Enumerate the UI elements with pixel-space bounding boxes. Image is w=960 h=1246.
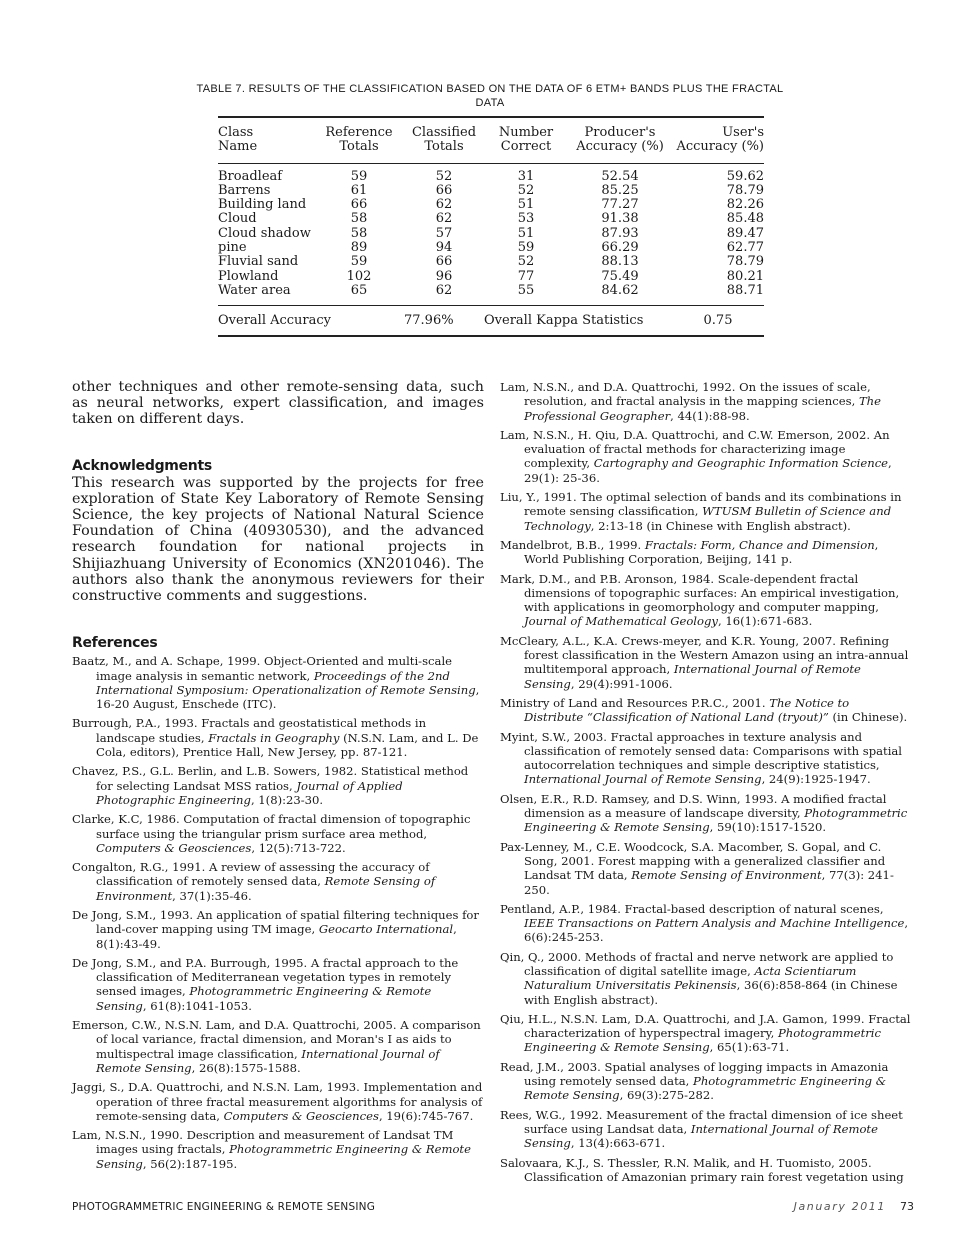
- reference-entry: [72, 860, 484, 903]
- cell-users: 80.21: [726, 268, 764, 284]
- reference-text: , 29(4):991-1006.: [570, 676, 673, 691]
- cell-users: 89.47: [726, 225, 764, 241]
- reference-text: , 56(2):187-195.: [142, 1156, 238, 1171]
- cell-reference: 102: [346, 268, 372, 284]
- cell-users: 78.79: [726, 182, 764, 198]
- reference-source: Photogrammetric Engineering & Remote Sensing: [524, 1026, 881, 1055]
- reference-entry: [72, 1018, 484, 1075]
- reference-text: , 16-20 August, Enschede (ITC).: [96, 682, 480, 712]
- overall-accuracy-label: Overall Accuracy: [218, 313, 332, 329]
- reference-text: , 36(6):858-864 (in Chinese with English abstract).: [524, 978, 898, 1007]
- reference-text: Myint, S.W., 2003. Fractal approaches in texture analysis and classification of remotely sensed data: Comparisons with spatial autocorrelation techniques and simple descriptive statistics,: [500, 729, 903, 773]
- reference-text: Olsen, E.R., R.D. Ramsey, and D.S. Winn, 1993. A modified fractal dimension as a measure of landscape diversity,: [500, 791, 887, 821]
- reference-entry: [72, 956, 484, 1013]
- col-header-producers: Producer's Accuracy (%): [576, 125, 664, 155]
- table-row: [218, 255, 764, 269]
- cell-producers: 84.62: [601, 282, 639, 298]
- reference-text: Mark, D.M., and P.B. Aronson, 1984. Scale-dependent fractal dimensions of topographic surfaces: An empirical investigation, with applications in geomorphology and computer mapping,: [500, 571, 900, 615]
- cell-reference: 58: [350, 211, 368, 227]
- reference-source: The Professional Geographer: [524, 394, 882, 423]
- cell-reference: 89: [350, 240, 368, 256]
- reference-source: WTUSM Bulletin of Science and Technology: [524, 504, 892, 533]
- reference-source: Remote Sensing of Environment: [631, 868, 822, 883]
- references-list-left: [72, 654, 484, 1171]
- cell-correct: 51: [517, 225, 535, 241]
- cell-reference: 65: [350, 282, 368, 298]
- reference-entry: [500, 538, 911, 567]
- footer-journal: PHOTOGRAMMETRIC ENGINEERING & REMOTE SENSING: [72, 1201, 376, 1213]
- table-row: [218, 270, 764, 284]
- reference-entry: [500, 792, 911, 835]
- table-header: [218, 117, 764, 163]
- reference-source: Geocarto International: [318, 922, 454, 937]
- table-footer: [218, 306, 764, 336]
- reference-text: , 24(9):1925-1947.: [761, 772, 871, 787]
- reference-text: , 16(1):671-683.: [717, 614, 813, 629]
- cell-classified: 66: [435, 254, 453, 270]
- cell-producers: 91.38: [601, 211, 639, 227]
- cell-class: Broadleaf: [218, 168, 283, 184]
- reference-entry: [500, 380, 911, 423]
- table-body: [218, 163, 764, 306]
- acknowledgments-heading: Acknowledgments: [72, 457, 212, 474]
- cell-classified: 62: [435, 282, 453, 298]
- reference-entry: [500, 634, 911, 691]
- cell-correct: 77: [517, 268, 535, 284]
- cell-correct: 55: [517, 282, 535, 298]
- reference-text: Liu, Y., 1991. The optimal selection of bands and its combinations in remote sensing classification,: [500, 490, 902, 519]
- reference-source: International Journal of Remote Sensing: [524, 1121, 878, 1151]
- col-header-classified: Classified Totals: [411, 125, 477, 155]
- reference-text: Pax-Lenney, M., C.E. Woodcock, S.A. Macomber, S. Gopal, and C. Song, 2001. Forest mapping with a generalized classifier and Landsat TM data,: [500, 839, 886, 883]
- cell-users: 78.79: [726, 254, 764, 270]
- cell-producers: 88.13: [601, 254, 639, 270]
- reference-entry: [72, 654, 484, 711]
- reference-entry: [72, 1080, 484, 1123]
- footer-month: January 2011: [793, 1200, 886, 1213]
- reference-entry: [72, 764, 484, 807]
- reference-entry: [500, 730, 911, 787]
- cell-class: Barrens: [218, 182, 271, 198]
- reference-entry: [500, 490, 911, 533]
- reference-source: Photogrammetric Engineering & Remote Sensing: [96, 984, 432, 1013]
- reference-text: , 12(5):713-722.: [251, 840, 346, 855]
- col-header-users: User's Accuracy (%): [676, 125, 764, 155]
- references-list-right: [500, 380, 911, 1184]
- results-table: [218, 116, 764, 337]
- reference-source: IEEE Transactions on Pattern Analysis and Machine Intelligence: [524, 916, 905, 931]
- table-caption-line-1: TABLE 7. RESULTS OF THE CLASSIFICATION BASED ON THE DATA OF 6 ETM+ BANDS PLUS THE FRACTAL: [196, 83, 784, 95]
- reference-text: , 6(6):245-253.: [524, 916, 909, 945]
- cell-class: Water area: [218, 282, 291, 298]
- table-row: [218, 198, 764, 212]
- reference-entry: [500, 428, 911, 485]
- reference-text: Qin, Q., 2000. Methods of fractal and nerve network are applied to classification of digital satellite image,: [500, 949, 894, 978]
- reference-text: McCleary, A.L., K.A. Crews-meyer, and K.R. Young, 2007. Refining forest classification in the Western Amazon using an intra-annual multitemporal approach,: [500, 633, 909, 677]
- reference-text: Rees, W.G., 1992. Measurement of the fractal dimension of ice sheet surface using Landsat data,: [500, 1107, 903, 1136]
- cell-class: pine: [218, 240, 247, 256]
- reference-entry: [72, 1128, 484, 1171]
- table-row: [218, 184, 764, 198]
- reference-text: , 13(4):663-671.: [570, 1136, 666, 1151]
- reference-source: Photogrammetric Engineering & Remote Sensing: [524, 806, 908, 835]
- reference-text: Qiu, H.L., N.S.N. Lam, D.A. Quattrochi, and J.A. Gamon, 1999. Fractal characterization of hyperspectral imagery,: [500, 1011, 911, 1041]
- overall-accuracy-value: 77.96%: [404, 313, 454, 329]
- reference-text: , 44(1):88-98.: [670, 408, 750, 423]
- reference-text: Lam, N.S.N., 1990. Description and measurement of Landsat TM images using fractals,: [72, 1128, 454, 1157]
- cell-users: 82.26: [726, 197, 764, 213]
- references-heading: References: [72, 635, 158, 652]
- cell-classified: 96: [435, 268, 453, 284]
- reference-text: Congalton, R.G., 1991. A review of assessing the accuracy of classification of remotely sensed data,: [72, 860, 430, 889]
- cell-users: 85.48: [726, 211, 764, 227]
- reference-text: Lam, N.S.N., H. Qiu, D.A. Quattrochi, and C.W. Emerson, 2002. An evaluation of fractal methods for characterizing image complexity,: [500, 427, 890, 471]
- left-column: [72, 379, 484, 1176]
- cell-correct: 53: [517, 211, 535, 227]
- table-caption: [190, 82, 790, 110]
- reference-text: Clarke, K.C, 1986. Computation of fractal dimension of topographic surface using the triangular prism surface area method,: [72, 812, 471, 841]
- reference-text: De Jong, S.M., and P.A. Burrough, 1995. A fractal approach to the classification of Mediterranean vegetation types in remotely sensed images,: [72, 955, 459, 999]
- cell-correct: 59: [517, 240, 535, 256]
- reference-source: Fractals in Geography: [208, 730, 340, 745]
- reference-text: , 69(3):275-282.: [619, 1088, 714, 1103]
- reference-text: Chavez, P.S., G.L. Berlin, and L.B. Sowers, 1982. Statistical method for selecting Landsat MSS ratios,: [72, 764, 469, 793]
- reference-entry: [72, 908, 484, 951]
- reference-text: , 37(1):35-46.: [172, 888, 252, 903]
- cell-producers: 52.54: [601, 168, 639, 184]
- reference-text: Ministry of Land and Resources P.R.C., 2001.: [500, 695, 770, 710]
- reference-entry: [500, 950, 911, 1007]
- cell-reference: 58: [350, 225, 368, 241]
- reference-source: Computers & Geosciences: [96, 840, 252, 855]
- cell-producers: 85.25: [601, 182, 639, 198]
- reference-source: International Journal of Remote Sensing: [96, 1046, 440, 1075]
- reference-source: Computers & Geosciences: [223, 1108, 379, 1123]
- col-header-number: Number Correct: [498, 125, 554, 155]
- reference-text: Mandelbrot, B.B., 1999.: [500, 537, 645, 552]
- cell-classified: 57: [435, 225, 453, 241]
- reference-text: Pentland, A.P., 1984. Fractal-based description of natural scenes,: [500, 901, 884, 916]
- reference-entry: [500, 1108, 911, 1151]
- kappa-value: 0.75: [703, 313, 733, 329]
- reference-source: Journal of Applied Photographic Engineering: [96, 778, 403, 807]
- reference-source: Fractals: Form, Chance and Dimension: [644, 537, 875, 552]
- cell-producers: 75.49: [601, 268, 639, 284]
- reference-entry: [500, 1060, 911, 1103]
- cell-correct: 31: [517, 168, 535, 184]
- table-row: [218, 241, 764, 255]
- reference-text: (in Chinese).: [828, 710, 908, 725]
- reference-entry: [500, 572, 911, 629]
- footer-page-number: 73: [900, 1200, 914, 1213]
- reference-text: (N.S.N. Lam, and L. De Cola, editors), Prentice Hall, New Jersey, pp. 87-121.: [96, 730, 479, 760]
- reference-text: , 29(1): 25-36.: [524, 456, 892, 485]
- reference-source: Photogrammetric Engineering & Remote Sensing: [96, 1142, 471, 1171]
- table-row: [218, 212, 764, 226]
- reference-source: Cartography and Geographic Information Science: [593, 456, 889, 471]
- cell-correct: 52: [517, 182, 535, 198]
- reference-text: , 2:13-18 (in Chinese with English abstract).: [590, 518, 851, 533]
- reference-text: Salovaara, K.J., S. Thessler, R.N. Malik, and H. Tuomisto, 2005. Classification of Amazonian primary rain forest vegetation using: [500, 1155, 904, 1184]
- cell-reference: 66: [350, 197, 368, 213]
- table-caption-line-2: DATA: [475, 97, 505, 109]
- reference-text: Emerson, C.W., N.S.N. Lam, and D.A. Quattrochi, 2005. A comparison of local variance, fractal dimension, and Moran's I as aids to multispectral image classification,: [72, 1018, 481, 1061]
- reference-entry: [500, 902, 911, 945]
- cell-class: Building land: [218, 197, 307, 213]
- reference-text: Lam, N.S.N., and D.A. Quattrochi, 1992. On the issues of scale, resolution, and fractal analysis in the mapping sciences,: [500, 380, 871, 409]
- reference-entry: [500, 1156, 911, 1185]
- reference-text: Read, J.M., 2003. Spatial analyses of logging impacts in Amazonia using remotely sensed data,: [500, 1059, 889, 1089]
- reference-text: , 19(6):745-767.: [378, 1108, 474, 1123]
- reference-source: Acta Scientiarum Naturalium Universitatis Pekinensis: [524, 963, 857, 993]
- reference-text: , World Publishing Corporation, Beijing, 141 p.: [524, 537, 879, 567]
- reference-text: Jaggi, S., D.A. Quattrochi, and N.S.N. Lam, 1993. Implementation and operation of three fractal measurement algorithms for analysis of remote-sensing data,: [72, 1080, 483, 1123]
- reference-entry: [72, 812, 484, 855]
- table-row: [218, 284, 764, 306]
- cell-correct: 51: [517, 197, 535, 213]
- reference-text: , 26(8):1575-1588.: [191, 1060, 301, 1075]
- col-header-class: Class Name: [218, 125, 258, 155]
- intro-paragraph: other techniques and other remote-sensing data, such as neural networks, expert classification, and images taken on different days.: [72, 379, 484, 428]
- reference-source: Remote Sensing of Environment: [96, 874, 436, 903]
- reference-source: International Journal of Remote Sensing: [524, 662, 861, 691]
- reference-entry: [500, 696, 911, 725]
- reference-text: , 61(8):1041-1053.: [142, 998, 252, 1013]
- cell-correct: 52: [517, 254, 535, 270]
- cell-classified: 66: [435, 182, 453, 198]
- cell-classified: 52: [435, 168, 453, 184]
- reference-text: , 8(1):43-49.: [96, 922, 457, 951]
- cell-classified: 94: [435, 240, 453, 256]
- reference-entry: [72, 716, 484, 759]
- reference-source: International Journal of Remote Sensing: [524, 772, 762, 787]
- reference-text: , 1(8):23-30.: [250, 792, 324, 807]
- cell-class: Plowland: [218, 268, 279, 284]
- right-column: [500, 380, 911, 1189]
- cell-class: Fluvial sand: [218, 254, 299, 270]
- reference-source: The Notice to Distribute “Classification of National Land (tryout)”: [524, 695, 850, 725]
- acknowledgments-text: This research was supported by the projects for free exploration of State Key Laboratory of Remote Sensing Science, the key projects of National Natural Science Foundation of China (40930530), and the advanced research foundation for national projects in Shijiazhuang University of Economics (XN201046). The authors also thank the anonymous reviewers for their constructive comments and suggestions.: [72, 474, 484, 605]
- reference-entry: [500, 1012, 911, 1055]
- reference-source: Proceedings of the 2nd International Symposium: Operationalization of Remote Sensing: [96, 668, 476, 697]
- cell-classified: 62: [435, 197, 453, 213]
- footer-page-info: [794, 1200, 914, 1213]
- cell-users: 59.62: [726, 168, 764, 184]
- table-row: [218, 163, 764, 184]
- table-row: [218, 227, 764, 241]
- reference-text: Baatz, M., and A. Schape, 1999. Object-Oriented and multi-scale image analysis in semantic network,: [72, 654, 453, 683]
- cell-users: 88.71: [726, 282, 764, 298]
- cell-users: 62.77: [726, 240, 764, 256]
- cell-reference: 59: [350, 254, 368, 270]
- reference-source: Journal of Mathematical Geology: [524, 614, 718, 629]
- kappa-label: Overall Kappa Statistics: [484, 313, 644, 329]
- reference-entry: [500, 840, 911, 897]
- cell-class: Cloud: [218, 211, 257, 227]
- reference-text: De Jong, S.M., 1993. An application of spatial filtering techniques for land-cover mapping using TM image,: [72, 907, 479, 937]
- cell-producers: 87.93: [601, 225, 639, 241]
- reference-source: Photogrammetric Engineering & Remote Sensing: [524, 1074, 887, 1103]
- cell-reference: 59: [350, 168, 368, 184]
- cell-reference: 61: [350, 182, 368, 198]
- cell-producers: 66.29: [601, 240, 639, 256]
- reference-text: , 77(3): 241-250.: [524, 868, 894, 897]
- cell-producers: 77.27: [601, 197, 639, 213]
- col-header-reference: Reference Totals: [325, 125, 393, 155]
- reference-text: Burrough, P.A., 1993. Fractals and geostatistical methods in landscape studies,: [72, 716, 427, 745]
- cell-classified: 62: [435, 211, 453, 227]
- reference-text: , 65(1):63-71.: [709, 1040, 790, 1055]
- reference-text: , 59(10):1517-1520.: [709, 820, 827, 835]
- cell-class: Cloud shadow: [218, 225, 311, 241]
